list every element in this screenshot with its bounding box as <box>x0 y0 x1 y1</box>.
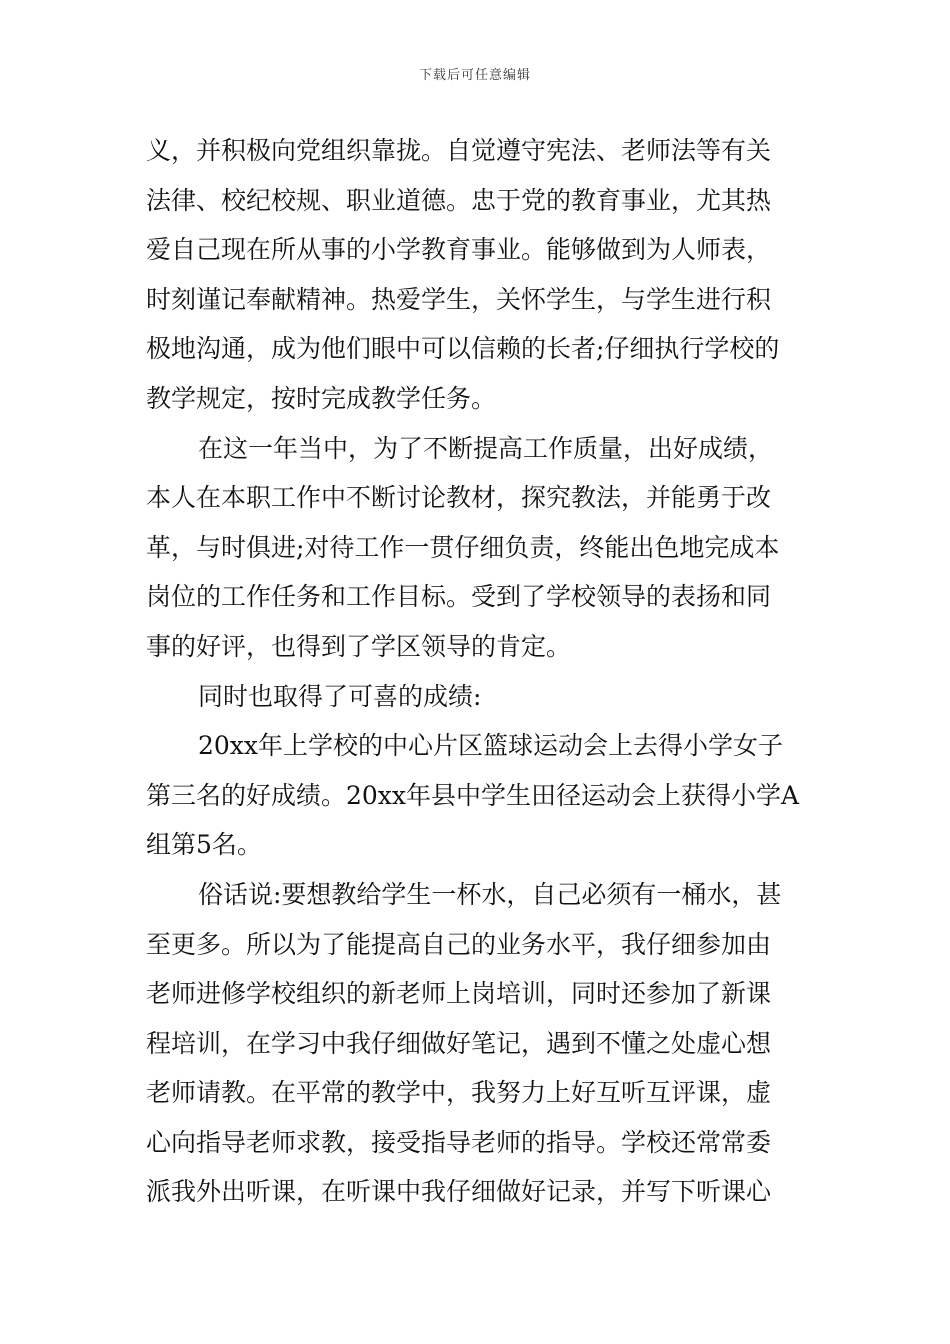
paragraph <box>146 126 808 424</box>
text-line: 老师进修学校组织的新老师上岗培训，同时还参加了新课 <box>146 979 772 1009</box>
document-body <box>146 126 808 1217</box>
text-line: 第三名的好成绩。20xx年县中学生田径运动会上获得小学A <box>146 780 800 810</box>
text-line: 极地沟通，成为他们眼中可以信赖的长者;仔细执行学校的 <box>146 334 780 364</box>
text-line: 革，与时俱进;对待工作一贯仔细负责，终能出色地完成本 <box>146 532 780 562</box>
text-line: 20xx年上学校的中心片区篮球运动会上去得小学女子 <box>198 731 784 761</box>
text-line: 爱自己现在所从事的小学教育事业。能够做到为人师表， <box>146 235 772 265</box>
text-line: 事的好评，也得到了学区领导的肯定。 <box>146 631 572 661</box>
text-line: 俗话说:要想教给学生一杯水，自己必须有一桶水，甚 <box>198 879 782 909</box>
text-line: 老师请教。在平常的教学中，我努力上好互听互评课，虚 <box>146 1078 772 1108</box>
text-line: 心向指导老师求教，接受指导老师的指导。学校还常常委 <box>146 1127 772 1157</box>
paragraph <box>146 870 808 1217</box>
text-line: 义，并积极向党组织靠拢。自觉遵守宪法、老师法等有关 <box>146 136 772 165</box>
text-line: 派我外出听课，在听课中我仔细做好记录，并写下听课心 <box>146 1177 772 1207</box>
page-header: 下载后可任意编辑 <box>418 68 531 83</box>
paragraph <box>146 721 808 870</box>
text-line: 至更多。所以为了能提高自己的业务水平，我仔细参加由 <box>146 929 772 959</box>
text-line: 程培训，在学习中我仔细做好笔记，遇到不懂之处虚心想 <box>146 1028 772 1058</box>
text-line: 时刻谨记奉献精神。热爱学生，关怀学生，与学生进行积 <box>146 284 772 314</box>
text-line: 在这一年当中，为了不断提高工作质量，出好成绩， <box>198 433 774 463</box>
paragraph <box>146 424 808 672</box>
text-line: 同时也取得了可喜的成绩: <box>198 681 482 711</box>
text-line: 法律、校纪校规、职业道德。忠于党的教育事业，尤其热 <box>146 185 772 215</box>
text-line: 本人在本职工作中不断讨论教材，探究教法，并能勇于改 <box>146 483 772 513</box>
text-line: 岗位的工作任务和工作目标。受到了学校领导的表扬和同 <box>146 582 772 612</box>
paragraph <box>146 672 808 722</box>
text-line: 教学规定，按时完成教学任务。 <box>146 383 497 413</box>
text-line: 组第5名。 <box>146 830 262 860</box>
